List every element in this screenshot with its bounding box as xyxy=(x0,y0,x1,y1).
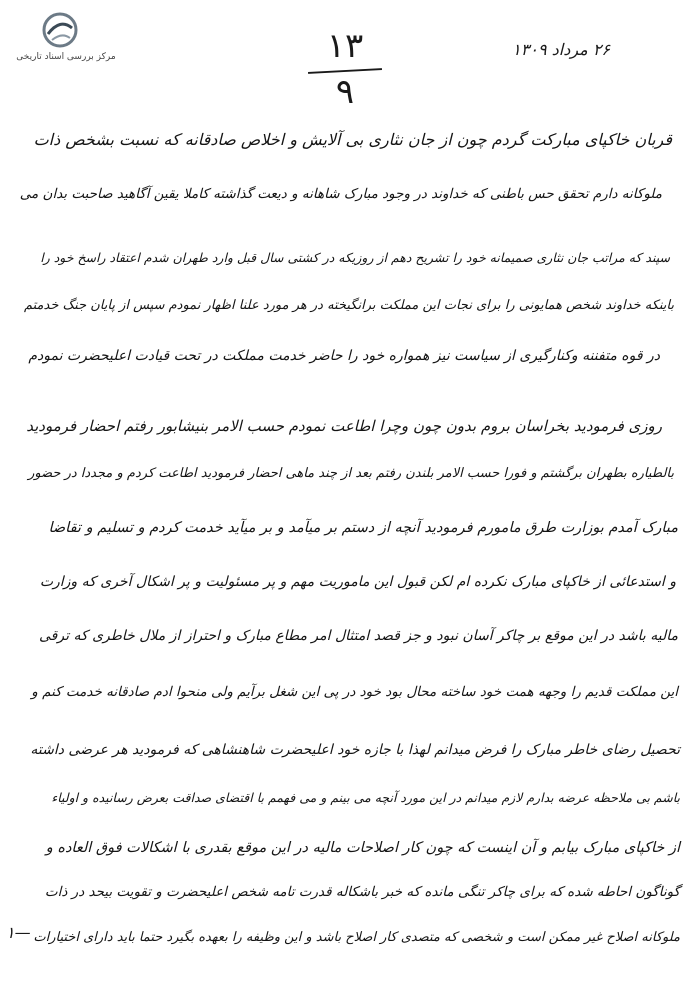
archive-logo xyxy=(6,8,126,68)
archive-logo-text: مرکز بررسی اسناد تاریخی xyxy=(16,52,116,62)
text-line: باینکه خداوند شخص همایونی را برای نجات این مملکت برانگیخته در هر مورد علنا اظهار نمودم سپس از پایان جنگ خدمتم xyxy=(23,298,674,313)
text-line: ملوکانه اصلاح غیر ممکن است و شخصی که متصدی کار اصلاح باشد و این وظیفه را بعهده بگیرد حتما باید دارای اختیارات xyxy=(33,930,680,945)
archive-circle-logo-icon xyxy=(38,10,82,50)
text-line: در قوه متفننه وکنارگیری از سیاست نیز همواره خود را حاضر خدمت مملکت در تحت قیادت اعلیحضرت نمودم xyxy=(28,348,660,364)
text-line: سپند که مراتب جان نثاری صمیمانه خود را تشریح دهم از روزیکه در کشتی سال قبل وارد طهران شدم اعتقاد راسخ خود را xyxy=(40,250,670,265)
document-date: ۲۶ مرداد ۱۳۰۹ xyxy=(512,40,610,59)
text-line: تحصیل رضای خاطر مبارک را فرض میدانم لهذا با جازه خود اعلیحضرت شاهنشاهی که فرمودید هر عرضی داشته xyxy=(30,742,680,758)
margin-mark: ۱— xyxy=(6,923,31,942)
page-number-numerator: ۱۳ xyxy=(326,26,364,66)
text-line: مالیه باشد در این موقع بر چاکر آسان نبود و جز قصد امتثال امر مطاع مبارک و احتراز از ملال خاطری که ترقی xyxy=(39,628,678,644)
page-number xyxy=(300,28,390,118)
text-line: و استدعائی از خاکپای مبارک نکرده ام لکن قبول این ماموریت مهم و پر مسئولیت و پر اشکال آخری که وزارت xyxy=(39,574,676,590)
page-number-denominator: ۹ xyxy=(335,72,355,112)
text-line: مبارک آمدم بوزارت طرق مامورم فرمودید آنچه از دستم بر میآمد و بر میآید خدمت کردم و تسلیم و تقاضا xyxy=(48,520,678,536)
text-line: گوناگون احاطه شده که برای چاکر تنگی مانده که خبر باشکاله قدرت تامه شخص اعلیحضرت و تقویت بیحد در ذات xyxy=(44,884,680,900)
text-line: روزی فرمودید بخراسان بروم بدون چون وچرا اطاعت نمودم حسب الامر بنیشابور رفتم احضار فرمودید xyxy=(26,417,662,435)
text-line: قربان خاکپای مبارکت گردم چون از جان نثاری بی آلایش و اخلاص صادقانه که نسبت بشخص ذات xyxy=(33,130,672,149)
text-line: ملوکانه دارم تحقق حس باطنی که خداوند در وجود مبارک شاهانه و دیعت گذاشته کاملا یقین آگاهید صاحبت بدان می xyxy=(19,186,662,202)
text-line: این مملکت قدیم را وجهه همت خود ساخته محال بود خود در پی این شغل برآیم ولی منحوا ادم صادقانه خدمت کنم و xyxy=(31,684,678,700)
text-line: بالطیاره بطهران برگشتم و فورا حسب الامر بلندن رفتم بعد از چند ماهی احضار فرمودید اطاعت کردم و مجددا در حضور xyxy=(28,466,674,481)
text-line: از خاکپای مبارک بیابم و آن اینست که چون کار اصلاحات مالیه در این موقع بقدری با اشکالات فوق العاده و xyxy=(45,840,680,856)
text-line: باشم بی ملاحظه عرضه بدارم لازم میدانم در این مورد آنچه می بینم و می فهمم با اقتضای صداقت بعرض رسانیده و اولیاء xyxy=(51,790,680,805)
